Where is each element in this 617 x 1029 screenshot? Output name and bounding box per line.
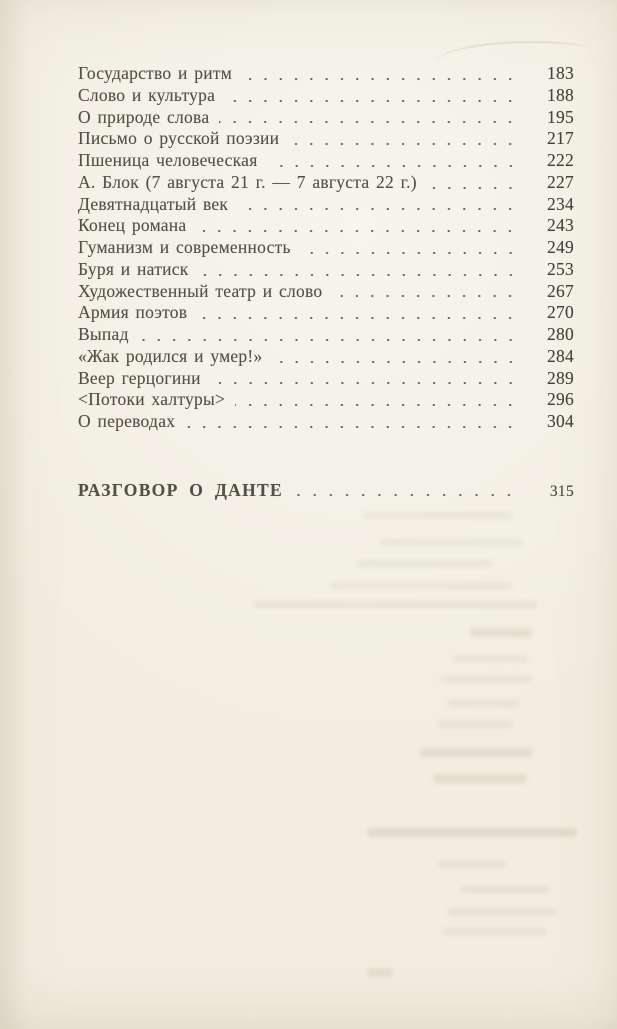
dot-leader	[289, 128, 519, 150]
bleed-through-mark	[367, 828, 577, 837]
toc-entry-title: Художественный театр и слово	[78, 280, 323, 301]
toc-entry-title: Девятнадцатый век	[78, 193, 229, 214]
toc-entry	[78, 302, 574, 324]
toc-entry-title: Конец романа	[78, 215, 187, 236]
toc-entry	[78, 281, 574, 303]
toc-entry	[78, 411, 574, 433]
toc-entry-title: О природе слова	[78, 106, 210, 127]
toc-entry-title: Пшеница человеческая	[78, 150, 258, 170]
toc-entry	[78, 259, 574, 281]
toc-section-heading	[78, 478, 574, 502]
toc-entry	[78, 368, 574, 390]
bleed-through-mark	[357, 560, 493, 567]
toc-entry	[78, 128, 574, 150]
paper-scratch-mark	[437, 39, 590, 61]
bleed-through-mark	[437, 861, 507, 868]
dot-leader	[242, 63, 519, 85]
dot-leader	[139, 324, 519, 346]
toc-entry-page-number: 270	[547, 302, 574, 323]
toc-entry-page-number: 304	[547, 411, 574, 431]
bleed-through-mark	[453, 655, 528, 662]
bleed-through-mark	[420, 748, 533, 757]
toc-entry	[78, 324, 574, 346]
toc-entry	[78, 215, 574, 237]
dot-leader	[219, 107, 519, 129]
toc-entry	[78, 85, 574, 107]
toc-entry-page-number: 284	[547, 345, 574, 366]
toc-entry-page-number: 188	[547, 84, 574, 105]
toc-entry	[78, 389, 574, 411]
toc-entry-title: Веер герцогини	[78, 367, 201, 388]
bleed-through-mark	[470, 628, 532, 637]
bleed-through-mark	[367, 968, 393, 977]
dot-leader	[301, 237, 519, 259]
toc-entry-page-number: 217	[547, 128, 574, 149]
toc-entry-title: Письмо о русской поэзии	[78, 128, 280, 149]
dot-leader	[293, 478, 519, 502]
toc-entry	[78, 172, 574, 194]
bleed-through-mark	[380, 539, 523, 546]
toc-entry	[78, 150, 574, 172]
toc-entry-page-number: 249	[547, 237, 574, 257]
bleed-through-mark	[447, 908, 557, 915]
bleed-through-mark	[440, 676, 533, 683]
toc-list	[78, 63, 574, 433]
bleed-through-mark	[443, 928, 547, 935]
bleed-through-mark	[363, 512, 513, 519]
dot-leader	[196, 215, 519, 237]
toc-entry-page-number: 195	[547, 106, 574, 127]
toc-entry-page-number: 280	[547, 324, 574, 344]
dot-leader	[199, 259, 520, 281]
dot-leader	[211, 368, 519, 390]
toc-section-page-number: 315	[549, 482, 574, 500]
toc-entry-title: А. Блок (7 августа 21 г. — 7 августа 22 г.)	[78, 171, 417, 192]
toc-entry-page-number: 183	[547, 63, 574, 83]
toc-section-title: РАЗГОВОР О ДАНТЕ	[78, 479, 283, 500]
dot-leader	[427, 172, 519, 194]
toc-entry-title: «Жак родился и умер!»	[78, 345, 263, 366]
bleed-through-mark	[437, 721, 513, 728]
toc-entry-title: Буря и натиск	[78, 258, 189, 279]
toc-entry-title: <Потоки халтуры>	[78, 389, 226, 410]
toc-entry-page-number: 267	[547, 280, 574, 301]
bleed-through-mark	[433, 774, 527, 783]
toc-entry	[78, 346, 574, 368]
dot-leader	[225, 85, 519, 107]
bleed-through-mark	[253, 601, 538, 608]
toc-entry-title: Гуманизм и современность	[78, 237, 291, 257]
dot-leader	[185, 411, 519, 433]
toc-entry-title: Выпад	[78, 324, 129, 344]
toc-entry-page-number: 234	[547, 193, 574, 214]
dot-leader	[197, 302, 519, 324]
toc-entry-page-number: 243	[547, 215, 574, 236]
toc-entry	[78, 107, 574, 129]
dot-leader	[273, 346, 519, 368]
bleed-through-mark	[460, 886, 550, 893]
dot-leader	[235, 389, 519, 411]
toc-entry-page-number: 289	[547, 367, 574, 388]
toc-entry	[78, 63, 574, 85]
dot-leader	[332, 281, 519, 303]
toc-entry-title: Государство и ритм	[78, 63, 233, 83]
toc-entry	[78, 194, 574, 216]
bleed-through-mark	[447, 700, 520, 707]
toc-entry-title: Слово и культура	[78, 84, 216, 105]
toc-entry-page-number: 296	[547, 389, 574, 410]
toc-entry	[78, 237, 574, 259]
toc-entry-title: Армия поэтов	[78, 302, 188, 323]
bleed-through-mark	[330, 582, 513, 589]
dot-leader	[238, 194, 519, 216]
toc-entry-page-number: 222	[547, 150, 574, 170]
table-of-contents	[78, 63, 574, 502]
toc-entry-page-number: 253	[547, 258, 574, 279]
dot-leader	[268, 150, 520, 172]
toc-entry-title: О переводах	[78, 411, 176, 431]
toc-entry-page-number: 227	[547, 171, 574, 192]
